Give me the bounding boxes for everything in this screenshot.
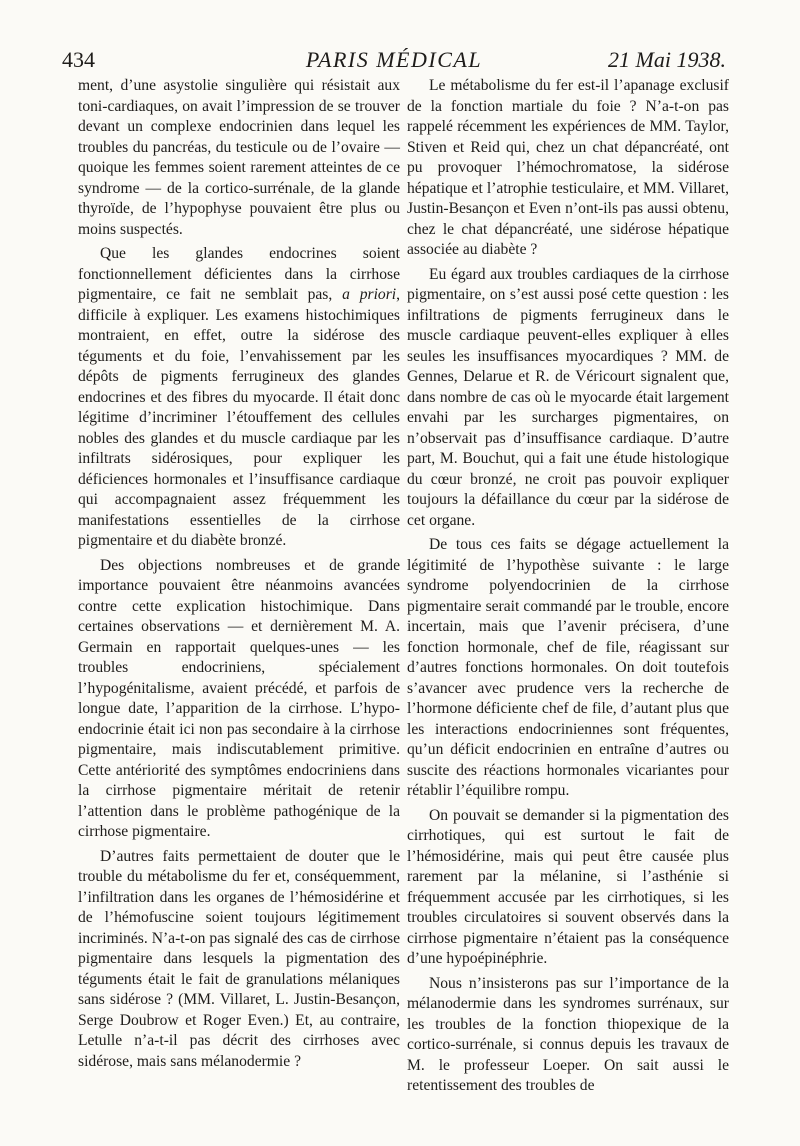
emphasis: a priori (342, 286, 397, 303)
paragraph: Que les glandes endocrines soient fonctionnellement déficientes dans la cirrhose pigmentaire, ce fait ne semblait pas, a priori, difficile à expliquer. Les examens histochimiques montraient, en effet, outre la sidérose des téguments et du foie, l’envahissement par les dépôts de pigments ferrugineux des glandes endocrines et des fibres du myocarde. Il était donc légitime d’incriminer l’étouffement des cellules nobles des glandes et du muscle cardiaque par les infiltrats sidérosiques, pour expliquer les déficiences hormonales et l’insuffisance cardiaque qui accompagnaient assez fréquemment les manifestations essentielles de la cirrhose pigmentaire et du diabète bronzé. (78, 245, 401, 549)
issue-date: 21 Mai 1938. (608, 47, 726, 72)
paragraph: Nous n’insisterons pas sur l’importance de la mélanodermie dans les syndromes surrénaux, sur les troubles de la fonction thiopexique de la cortico-surrénale, si connus depuis les travaux de M. le professeur Loeper. On sait aussi le retentissement des troubles de (407, 974, 729, 1094)
paragraph: D’autres faits permettaient de douter que le trouble du métabolisme du fer et, conséquemment, l’infiltration dans les organes de l’hémosidérine et de l’hémofuscine soient toujours légitimement incriminés. N’a-t-on pas signalé des cas de cirrhose pigmentaire dans lesquels la pigmentation des téguments était le fait de granulations mélaniques sans sidérose ? (MM. Villaret, L. Justin-Besançon, Serge Doubrow et Roger Even.) Et, au contraire, Letulle n’a-t-il pas décrit des cirrhoses avec sidérose, mais sans mélanodermie ? (78, 847, 400, 1070)
page-number: 434 (62, 47, 95, 72)
paragraph: Le métabolisme du fer est-il l’apanage exclusif de la fonction martiale du foie ? N’a-t-on pas rappelé récemment les expériences de MM. Taylor, Stiven et Reid qui, chez un chat dépancréaté, ont pu provoquer l’hémochromatose, la sidérose hépatique et l’atrophie testiculaire, et MM. Villaret, Justin-Besançon et Even n’ont-ils pas aussi obtenu, chez le chat dépancréaté, une sidérose hépatique associée au diabète ? (407, 77, 729, 258)
right-column (407, 76, 729, 1097)
paragraph: Eu égard aux troubles cardiaques de la cirrhose pigmentaire, on s’est aussi posé cette question : les infiltrations de pigments ferrugineux dans le muscle cardiaque peuvent-elles expliquer à elles seules les insuffisances myocardiques ? MM. de Gennes, Delarue et R. de Véricourt signalent que, dans nombre de cas où le myocarde était largement envahi par les surcharges pigmentaires, on n’observait pas d’insuffisance cardiaque. D’autre part, M. Bouchut, qui a fait une étude histologique du cœur bronzé, ne croit pas pouvoir expliquer toujours la défaillance du cœur par la sidérose de cet organe. (407, 265, 729, 529)
left-column (78, 76, 400, 1072)
paragraph: Des objections nombreuses et de grande importance pouvaient être néanmoins avancées contre cette explication histochimique. Dans certaines observations — et dernièrement M. A. Germain en rapportait quelques-unes — les troubles endocriniens, spécialement l’hypogénitalisme, avaient précédé, et parfois de longue date, l’apparition de la cirrhose. L’hypo-endocrinie était ici non pas secondaire à la cirrhose pigmentaire, mais indiscutablement primitive. Cette antériorité des symptômes endocriniens dans la cirrhose pigmentaire méritait de retenir l’attention dans le problème pathogénique de la cirrhose pigmentaire. (78, 556, 400, 840)
journal-title: PARIS MÉDICAL (305, 47, 483, 72)
running-header (62, 40, 726, 80)
paragraph: ment, d’une asystolie singulière qui résistait aux toni-cardiaques, on avait l’impression de se trouver devant un complexe endocrinien dans lequel les troubles du pancréas, du testicule ou de l’ovaire — quoique les femmes soient rarement atteintes de ce syndrome — de la cortico-surrénale, de la glande thyroïde, de l’hypophyse pouvaient être plus ou moins suspectés. (78, 77, 400, 238)
paragraph: On pouvait se demander si la pigmentation des cirrhotiques, qui est surtout le fait de l’hémosidérine, mais qui peut être causée plus rarement par la mélanine, si l’asthénie si fréquemment accusée par les cirrhotiques, si les troubles circulatoires si souvent observés dans la cirrhose pigmentaire n’étaient pas la conséquence d’une hypoépinéphrie. (407, 806, 729, 967)
paragraph: De tous ces faits se dégage actuellement la légitimité de l’hypothèse suivante : le large syndrome polyendocrinien de la cirrhose pigmentaire serait commandé par le trouble, encore incertain, mais que l’avenir précisera, d’une fonction hormonale, chef de file, réagissant sur d’autres fonctions hormonales. On doit toutefois s’avancer avec prudence vers la recherche de l’hormone déficiente chef de file, d’autant plus que les interactions endocriniennes sont fréquentes, qu’un déficit endocrinien en entraîne d’autres ou suscite des réactions hormonales vicariantes pour rétablir l’équilibre rompu. (407, 536, 729, 799)
